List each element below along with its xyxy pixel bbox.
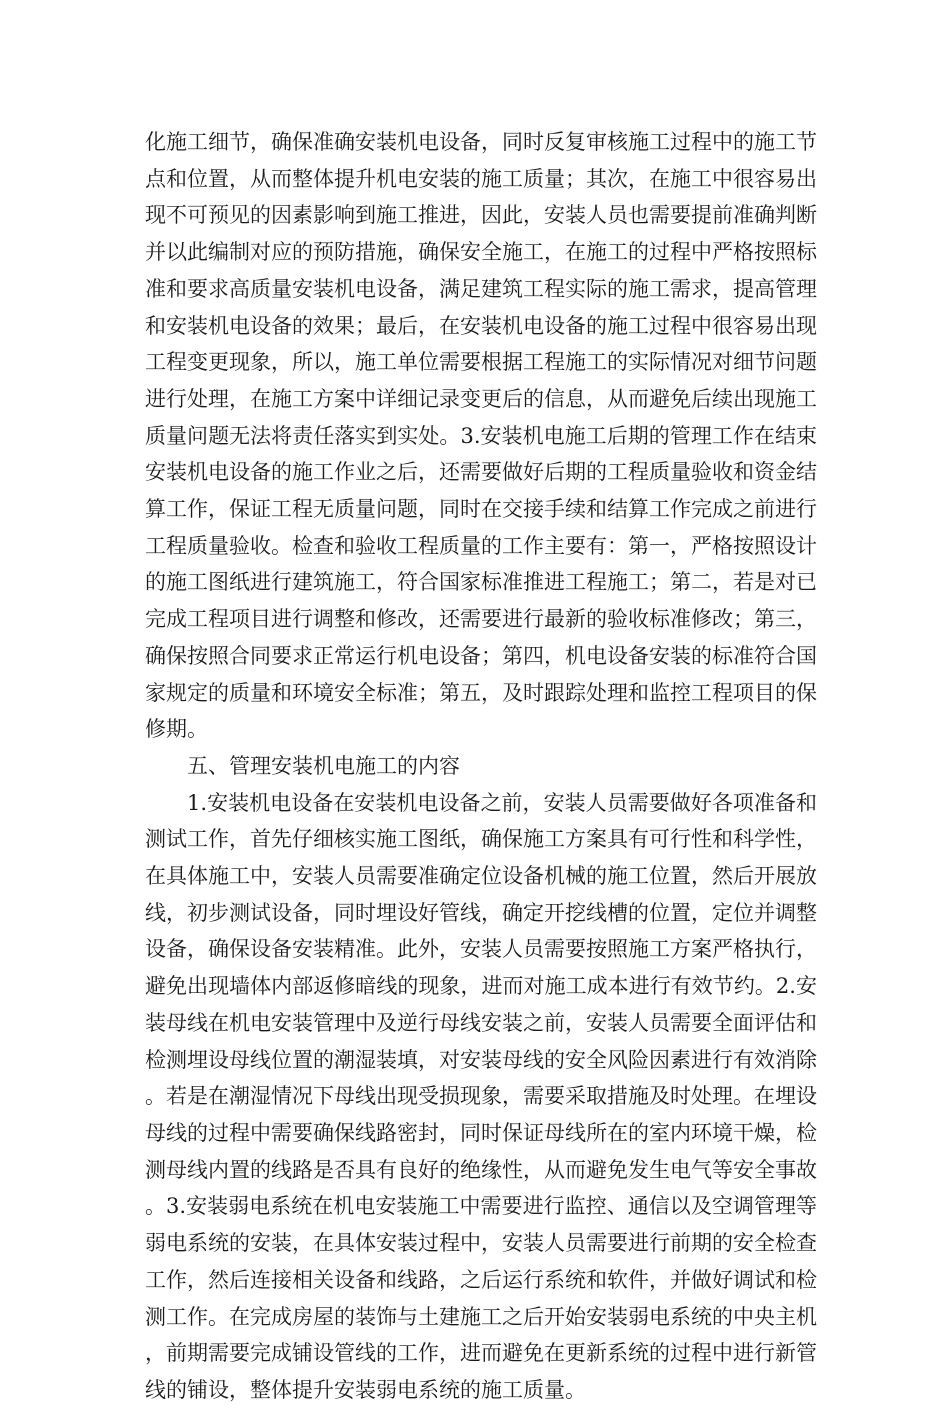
paragraph-section-5: 1.安装机电设备在安装机电设备之前，安装人员需要做好各项准备和测试工作，首先仔细核实施工图纸，确保施工方案具有可行性和科学性，在具体施工中，安装人员需要准确定位设备机械的施工位置，然后开展放线，初步测试设备，同时埋设好管线，确定开挖线槽的位置，定位并调整设备，确保设备安装精准。此外，安装人员需要按照施工方案严格执行，避免出现墙体内部返修暗线的现象，进而对施工成本进行有效节约。2.安装母线在机电安装管理中及逆行母线安装之前，安装人员需要全面评估和检测埋设母线位置的潮湿装填，对安装母线的安全风险因素进行有效消除。若是在潮湿情况下母线出现受损现象，需要采取措施及时处理。在埋设母线的过程中需要确保线路密封，同时保证母线所在的室内环境干燥，检测母线内置的线路是否具有良好的绝缘性，从而避免发生电气等安全事故。3.安装弱电系统在机电安装施工中需要进行监控、通信以及空调管理等弱电系统的安装，在具体安装过程中，安装人员需要进行前期的安全检查工作，然后连接相关设备和线路，之后运行系统和软件，并做好调试和检测工作。在完成房屋的装饰与土建施工之后开始安装弱电系统的中央主机，前期需要完成铺设管线的工作，进而避免在更新系统的过程中进行新管线的铺设，整体提升安装弱电系统的施工质量。 xyxy=(145,790,817,1402)
document-body xyxy=(145,124,817,1409)
paragraph-continued: 化施工细节，确保准确安装机电设备，同时反复审核施工过程中的施工节点和位置，从而整体提升机电安装的施工质量；其次，在施工中很容易出现不可预见的因素影响到施工推进，因此，安装人员也需要提前准确判断并以此编制对应的预防措施，确保安全施工，在施工的过程中严格按照标准和要求高质量安装机电设备，满足建筑工程实际的施工需求，提高管理和安装机电设备的效果；最后，在安装机电设备的施工过程中很容易出现工程变更现象，所以，施工单位需要根据工程施工的实际情况对细节问题进行处理，在施工方案中详细记录变更后的信息，从而避免后续出现施工质量问题无法将责任落实到实处。3.安装机电施工后期的管理工作在结束安装机电设备的施工作业之后，还需要做好后期的工程质量验收和资金结算工作，保证工程无质量问题，同时在交接手续和结算工作完成之前进行工程质量验收。检查和验收工程质量的工作主要有：第一，严格按照设计的施工图纸进行建筑施工，符合国家标准推进工程施工；第二，若是对已完成工程项目进行调整和修改，还需要进行最新的验收标准修改；第三，确保按照合同要求正常运行机电设备；第四，机电设备安装的标准符合国家规定的质量和环境安全标准；第五，及时跟踪处理和监控工程项目的保修期。 xyxy=(145,130,817,742)
section-heading: 五、管理安装机电施工的内容 xyxy=(187,753,460,778)
